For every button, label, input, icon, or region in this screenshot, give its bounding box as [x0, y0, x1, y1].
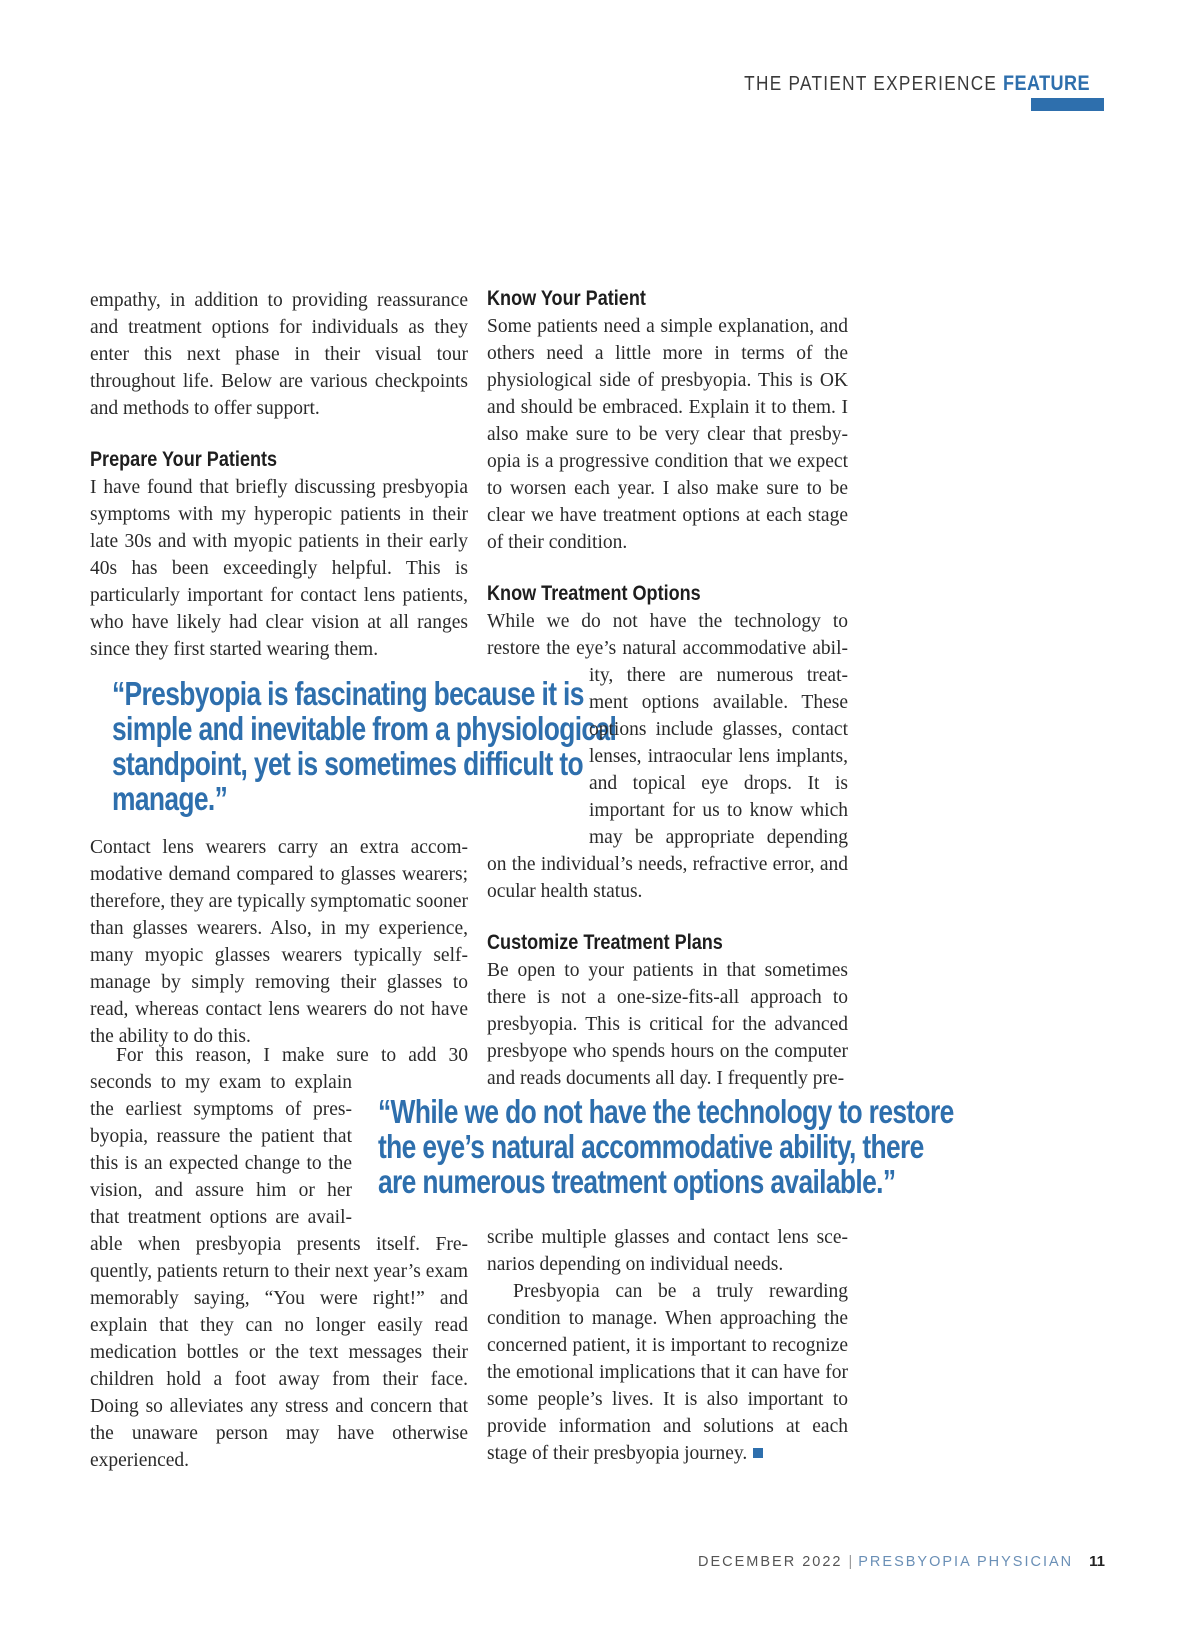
reason-line: this is an expected change to the — [90, 1153, 352, 1174]
reason-line: that treatment options are avail- — [90, 1207, 352, 1228]
header-feature-label: FEATURE — [1002, 72, 1090, 95]
end-of-article-mark — [753, 1448, 763, 1458]
reason-line: the earliest symptoms of pres- — [90, 1099, 352, 1120]
customize-paragraph: Be open to your patients in that sometimes there is not a one-size-fits-all approach to presbyopia. This is critical for the advanced presbyope who spends hours on the computer and reads documents all day. I frequently pre- — [487, 960, 848, 1089]
reason-line: For this reason, I make sure to add 30 — [116, 1045, 468, 1066]
treatment-line: While we do not have the technology to — [487, 611, 848, 632]
treatment-line: restore the eye’s natural accommodative abil- — [487, 638, 848, 659]
footer-separator: | — [848, 1554, 853, 1570]
column-right-bottom — [487, 1224, 848, 1467]
reason-paragraph-rest: able when presbyopia presents itself. Frequently, patients return to their next year’s exam memorably saying, “You were right!” and explain that they can no longer easily read medication bottles or the text messages their children hold a foot away from their face. Doing so alleviates any stress and concern that the unaware person may have otherwise experienced. — [90, 1234, 468, 1471]
treatment-line: options include glasses, contact — [589, 719, 848, 740]
page-footer — [698, 1553, 1105, 1570]
column-left-top — [90, 287, 468, 663]
prepare-paragraph: I have found that briefly discussing presbyopia symptoms with my hyperopic patients in their late 30s and with myopic patients in their early 40s has been exceedingly helpful. This is particularly important for contact lens patients, who have likely had clear vision at all ranges since they first started wearing them. — [90, 477, 468, 660]
heading-know-treatment-options: Know Treatment Options — [487, 582, 701, 605]
pull-quote-2-line: the eye’s natural accommodative ability, there — [378, 1128, 924, 1165]
page-number: 11 — [1089, 1553, 1105, 1570]
contact-lens-paragraph: Contact lens wearers carry an extra accommodative demand compared to glasses wearers; therefore, they are typically symptomatic sooner than glasses wearers. Also, in my experience, many myopic glasses wearers typically self-manage by simply removing their glasses to read, whereas contact lens wearers do not have the ability to do this. — [90, 837, 468, 1047]
treatment-line: ocular health status. — [487, 881, 643, 902]
footer-magazine-name: PRESBYOPIA PHYSICIAN — [858, 1554, 1074, 1570]
pull-quote-2-line: are numerous treatment options available.” — [378, 1163, 896, 1200]
closing-text: Presbyopia can be a truly rewarding condition to manage. When approaching the concerned patient, it is important to recognize the emotional implications that it can have for some people’s lives. It is also important to provide information and solutions at each stage of their presbyopia journey. — [487, 1281, 848, 1464]
pull-quote-1-line: manage.” — [112, 780, 228, 817]
pull-quote-treatment-options — [378, 1094, 1098, 1199]
treatment-line: important for us to know which — [589, 800, 848, 821]
treatment-line: on the individual’s needs, refractive error, and — [487, 854, 848, 875]
heading-customize-treatment-plans: Customize Treatment Plans — [487, 931, 723, 954]
pull-quote-1-line: “Presbyopia is fascinating because it is — [112, 675, 584, 712]
reason-line: seconds to my exam to explain — [90, 1072, 352, 1093]
footer-date: DECEMBER 2022 — [698, 1554, 843, 1570]
header-section-title: THE PATIENT EXPERIENCE — [743, 73, 997, 95]
column-left-middle — [90, 834, 468, 1050]
header-accent-bar — [1031, 98, 1104, 111]
running-header — [703, 72, 1104, 96]
pull-quote-1-line: simple and inevitable from a physiological — [112, 710, 617, 747]
treatment-line: may be appropriate depending — [589, 827, 848, 848]
treatment-line: lenses, intraocular lens implants, — [589, 746, 848, 767]
treatment-line: ment options available. These — [589, 692, 848, 713]
column-right-top — [487, 285, 848, 1092]
heading-prepare-your-patients: Prepare Your Patients — [90, 448, 278, 471]
closing-paragraph — [487, 1278, 848, 1467]
reason-line: vision, and assure him or her — [90, 1180, 352, 1201]
treatment-line: ity, there are numerous treat- — [589, 665, 848, 686]
pull-quote-1-line: standpoint, yet is sometimes difficult to — [112, 745, 584, 782]
customize-continued: scribe multiple glasses and contact lens scenarios depending on individual needs. — [487, 1227, 848, 1275]
heading-know-your-patient: Know Your Patient — [487, 287, 646, 310]
pull-quote-2-line: “While we do not have the technology to restore — [378, 1093, 954, 1130]
intro-paragraph: empathy, in addition to providing reassurance and treatment options for individuals as they enter this next phase in their visual tour throughout life. Below are various checkpoints and methods to offer support. — [90, 290, 468, 419]
know-patient-paragraph: Some patients need a simple explanation, and others need a little more in terms of the physiological side of presbyopia. This is OK and should be embraced. Explain it to them. I also make sure to be very clear that presbyopia is a progressive condition that we expect to worsen each year. I also make sure to be clear we have treatment options at each stage of their condition. — [487, 316, 848, 553]
treatment-line: and topical eye drops. It is — [589, 773, 848, 794]
reason-line: byopia, reassure the patient that — [90, 1126, 352, 1147]
